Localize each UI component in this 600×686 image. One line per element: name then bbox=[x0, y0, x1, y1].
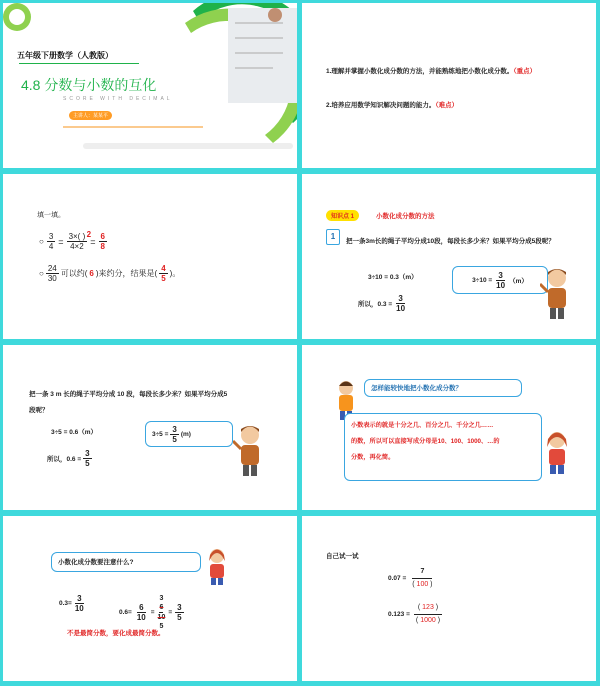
girl-icon bbox=[203, 546, 231, 586]
ex2-den: 10 bbox=[136, 613, 146, 622]
ex2-result-den: 5 bbox=[177, 613, 182, 622]
result-line bbox=[47, 449, 92, 468]
bubble-unit: （m） bbox=[509, 277, 528, 285]
q1-answer-num: 6 bbox=[100, 232, 105, 241]
try-heading: 自己试一试 bbox=[326, 553, 359, 560]
q1-answer-mid: 2 bbox=[86, 230, 92, 239]
ex1-den: 10 bbox=[74, 604, 84, 613]
answer-line-3: 分数，再化简。 bbox=[351, 454, 395, 461]
q2-num: 24 bbox=[47, 264, 57, 273]
ex2-eq: = bbox=[150, 609, 155, 616]
bubble-num: 3 bbox=[498, 270, 503, 280]
exercise-2: ○ $\frac{24}{30}$ 可以约( 6 )来约分，结果是( $\frac{4}{5}$ )。 bbox=[39, 264, 181, 283]
ex2-reduce-num-old: 6 bbox=[159, 604, 164, 611]
slide-thumbnail-5[interactable] bbox=[3, 345, 297, 510]
teacher-icon bbox=[233, 423, 267, 477]
goal-2 bbox=[326, 100, 458, 109]
ex2-reduce-den-new: 5 bbox=[159, 623, 164, 630]
divider bbox=[19, 63, 139, 64]
q1-answer-den: 8 bbox=[100, 242, 105, 251]
ex2-num: 6 bbox=[139, 603, 144, 612]
q2-text-2: )来约分，结果是( bbox=[95, 269, 158, 278]
goal-2-tag: （难点） bbox=[435, 102, 459, 109]
try1-den: 100 bbox=[416, 581, 429, 588]
result-den: 10 bbox=[396, 304, 406, 313]
try-example-2: 0.123 = $\frac{( 123 )}{( 1000 )}$ bbox=[388, 602, 442, 627]
try2-den: 1000 bbox=[420, 617, 436, 624]
q2-answer-1: 6 bbox=[89, 269, 94, 278]
slide-thumbnail-8[interactable] bbox=[302, 516, 596, 681]
try2-num: 123 bbox=[422, 604, 434, 611]
bubble-den: 5 bbox=[172, 434, 177, 444]
slide-thumbnail-1[interactable] bbox=[3, 3, 297, 168]
q2-text-1: 可以约( bbox=[60, 269, 88, 278]
question-bubble: 小数化成分数要注意什么? bbox=[51, 552, 201, 572]
q2-answer-num: 4 bbox=[161, 264, 166, 273]
goal-2-text: 2.培养应用数学知识解决问题的能力。 bbox=[326, 102, 436, 109]
speech-bubble bbox=[452, 266, 548, 294]
q1-mid-num: 3×( ) bbox=[68, 232, 86, 241]
ex2-result-num: 3 bbox=[177, 603, 182, 612]
problem-text: 把一条3m长的绳子平均分成10段，每段长多少米？如果平均分成5段呢？ bbox=[346, 238, 555, 245]
example-2: 0.6= $\frac{6}{10}$ = 3 6 10 5 = $\frac{3}{5}$ bbox=[119, 595, 182, 630]
ex2-reduce bbox=[158, 594, 166, 631]
presenter-name: 某某平 bbox=[93, 113, 109, 119]
answer-bubble bbox=[344, 413, 542, 481]
bubble-num: 3 bbox=[172, 424, 177, 434]
speech-bubble bbox=[145, 421, 233, 447]
presenter-chip: 主讲人：某某平 bbox=[69, 111, 112, 120]
bubble-den: 10 bbox=[496, 280, 506, 290]
slide-thumbnail-4[interactable] bbox=[302, 174, 596, 339]
result-line bbox=[358, 294, 407, 313]
slide-thumbnail-7[interactable] bbox=[3, 516, 297, 681]
ex2-reduce-den-old: 10 bbox=[157, 614, 166, 621]
girl-icon bbox=[540, 429, 574, 475]
question-bubble: 怎样能较快地把小数化成分数？ bbox=[364, 379, 522, 397]
note-text: 不是最简分数，要化成最简分数。 bbox=[67, 630, 165, 637]
result-num: 3 bbox=[85, 449, 90, 458]
teacher-icon bbox=[540, 266, 574, 320]
answer-line-1: 小数表示的就是十分之几、百分之几、千分之几…… bbox=[351, 422, 494, 429]
result-num: 3 bbox=[398, 294, 403, 303]
q1-mid-den: 4×2 bbox=[70, 242, 84, 251]
presenter-label: 主讲人 bbox=[73, 113, 89, 119]
slide-title: 4.8 分数与小数的互化 bbox=[21, 77, 157, 93]
try1-den-wrap: ( 100 ) bbox=[412, 581, 433, 588]
try1-lhs: 0.07 = bbox=[388, 575, 407, 582]
result-label: 所以，0.3 = bbox=[358, 301, 393, 308]
bubble-lhs: 3÷10 = bbox=[472, 276, 493, 284]
exercise-1: ○ $\frac{3}{4}$ = 3×( ) 2 4×2 = $\frac{6}{8}$ bbox=[39, 230, 105, 251]
try-example-1 bbox=[388, 566, 435, 591]
bubble-lhs: 3÷5 = bbox=[152, 430, 169, 438]
answer-line-2: 的数，所以可以直接写成分母是10、100、1000、…的 bbox=[351, 438, 500, 445]
result-den: 5 bbox=[85, 459, 90, 468]
slide-subtitle: SCORE WITH DECIMAL bbox=[63, 96, 173, 102]
ex2-lhs: 0.6= bbox=[119, 609, 132, 616]
slide-thumbnail-3[interactable] bbox=[3, 174, 297, 339]
q1-lhs-num: 3 bbox=[48, 232, 54, 241]
calc-line: 3÷5 = 0.6（m） bbox=[51, 429, 98, 436]
ex1-num: 3 bbox=[77, 594, 82, 603]
q2-text-3: )。 bbox=[169, 269, 181, 278]
problem-line-b: 段呢？ bbox=[29, 407, 49, 414]
q2-den: 30 bbox=[47, 274, 57, 283]
example-1 bbox=[59, 594, 86, 613]
topic-title: 小数化成分数的方法 bbox=[376, 213, 435, 220]
goal-1 bbox=[326, 66, 536, 75]
knowledge-badge: 知识点 1 bbox=[326, 210, 359, 221]
try1-num: 7 bbox=[412, 566, 432, 579]
grade-label: 五年级下册数学（人教版） bbox=[17, 51, 113, 60]
calc-line: 3÷10 = 0.3（m） bbox=[368, 274, 418, 281]
goal-1-text: 1.理解并掌握小数化成分数的方法，并能熟练地把小数化成分数。 bbox=[326, 68, 514, 75]
q1-lhs-den: 4 bbox=[48, 242, 54, 251]
ex1-lhs: 0.3= bbox=[59, 600, 72, 607]
try2-lhs: 0.123 = bbox=[388, 611, 410, 618]
slide-thumbnail-2[interactable] bbox=[302, 3, 596, 168]
goal-1-tag: （重点） bbox=[513, 68, 537, 75]
bubble-unit: (m) bbox=[180, 430, 191, 438]
slide-thumbnail-6[interactable] bbox=[302, 345, 596, 510]
result-label: 所以，0.6 = bbox=[47, 456, 82, 463]
exercise-heading: 填一填。 bbox=[37, 212, 65, 219]
example-number: 1 bbox=[326, 229, 340, 245]
q2-answer-den: 5 bbox=[161, 274, 166, 283]
ex2-reduce-num-new: 3 bbox=[159, 595, 164, 602]
problem-line-a: 把一条 3 m 长的绳子平均分成 10 段，每段长多少米？如果平均分成5 bbox=[29, 391, 228, 398]
